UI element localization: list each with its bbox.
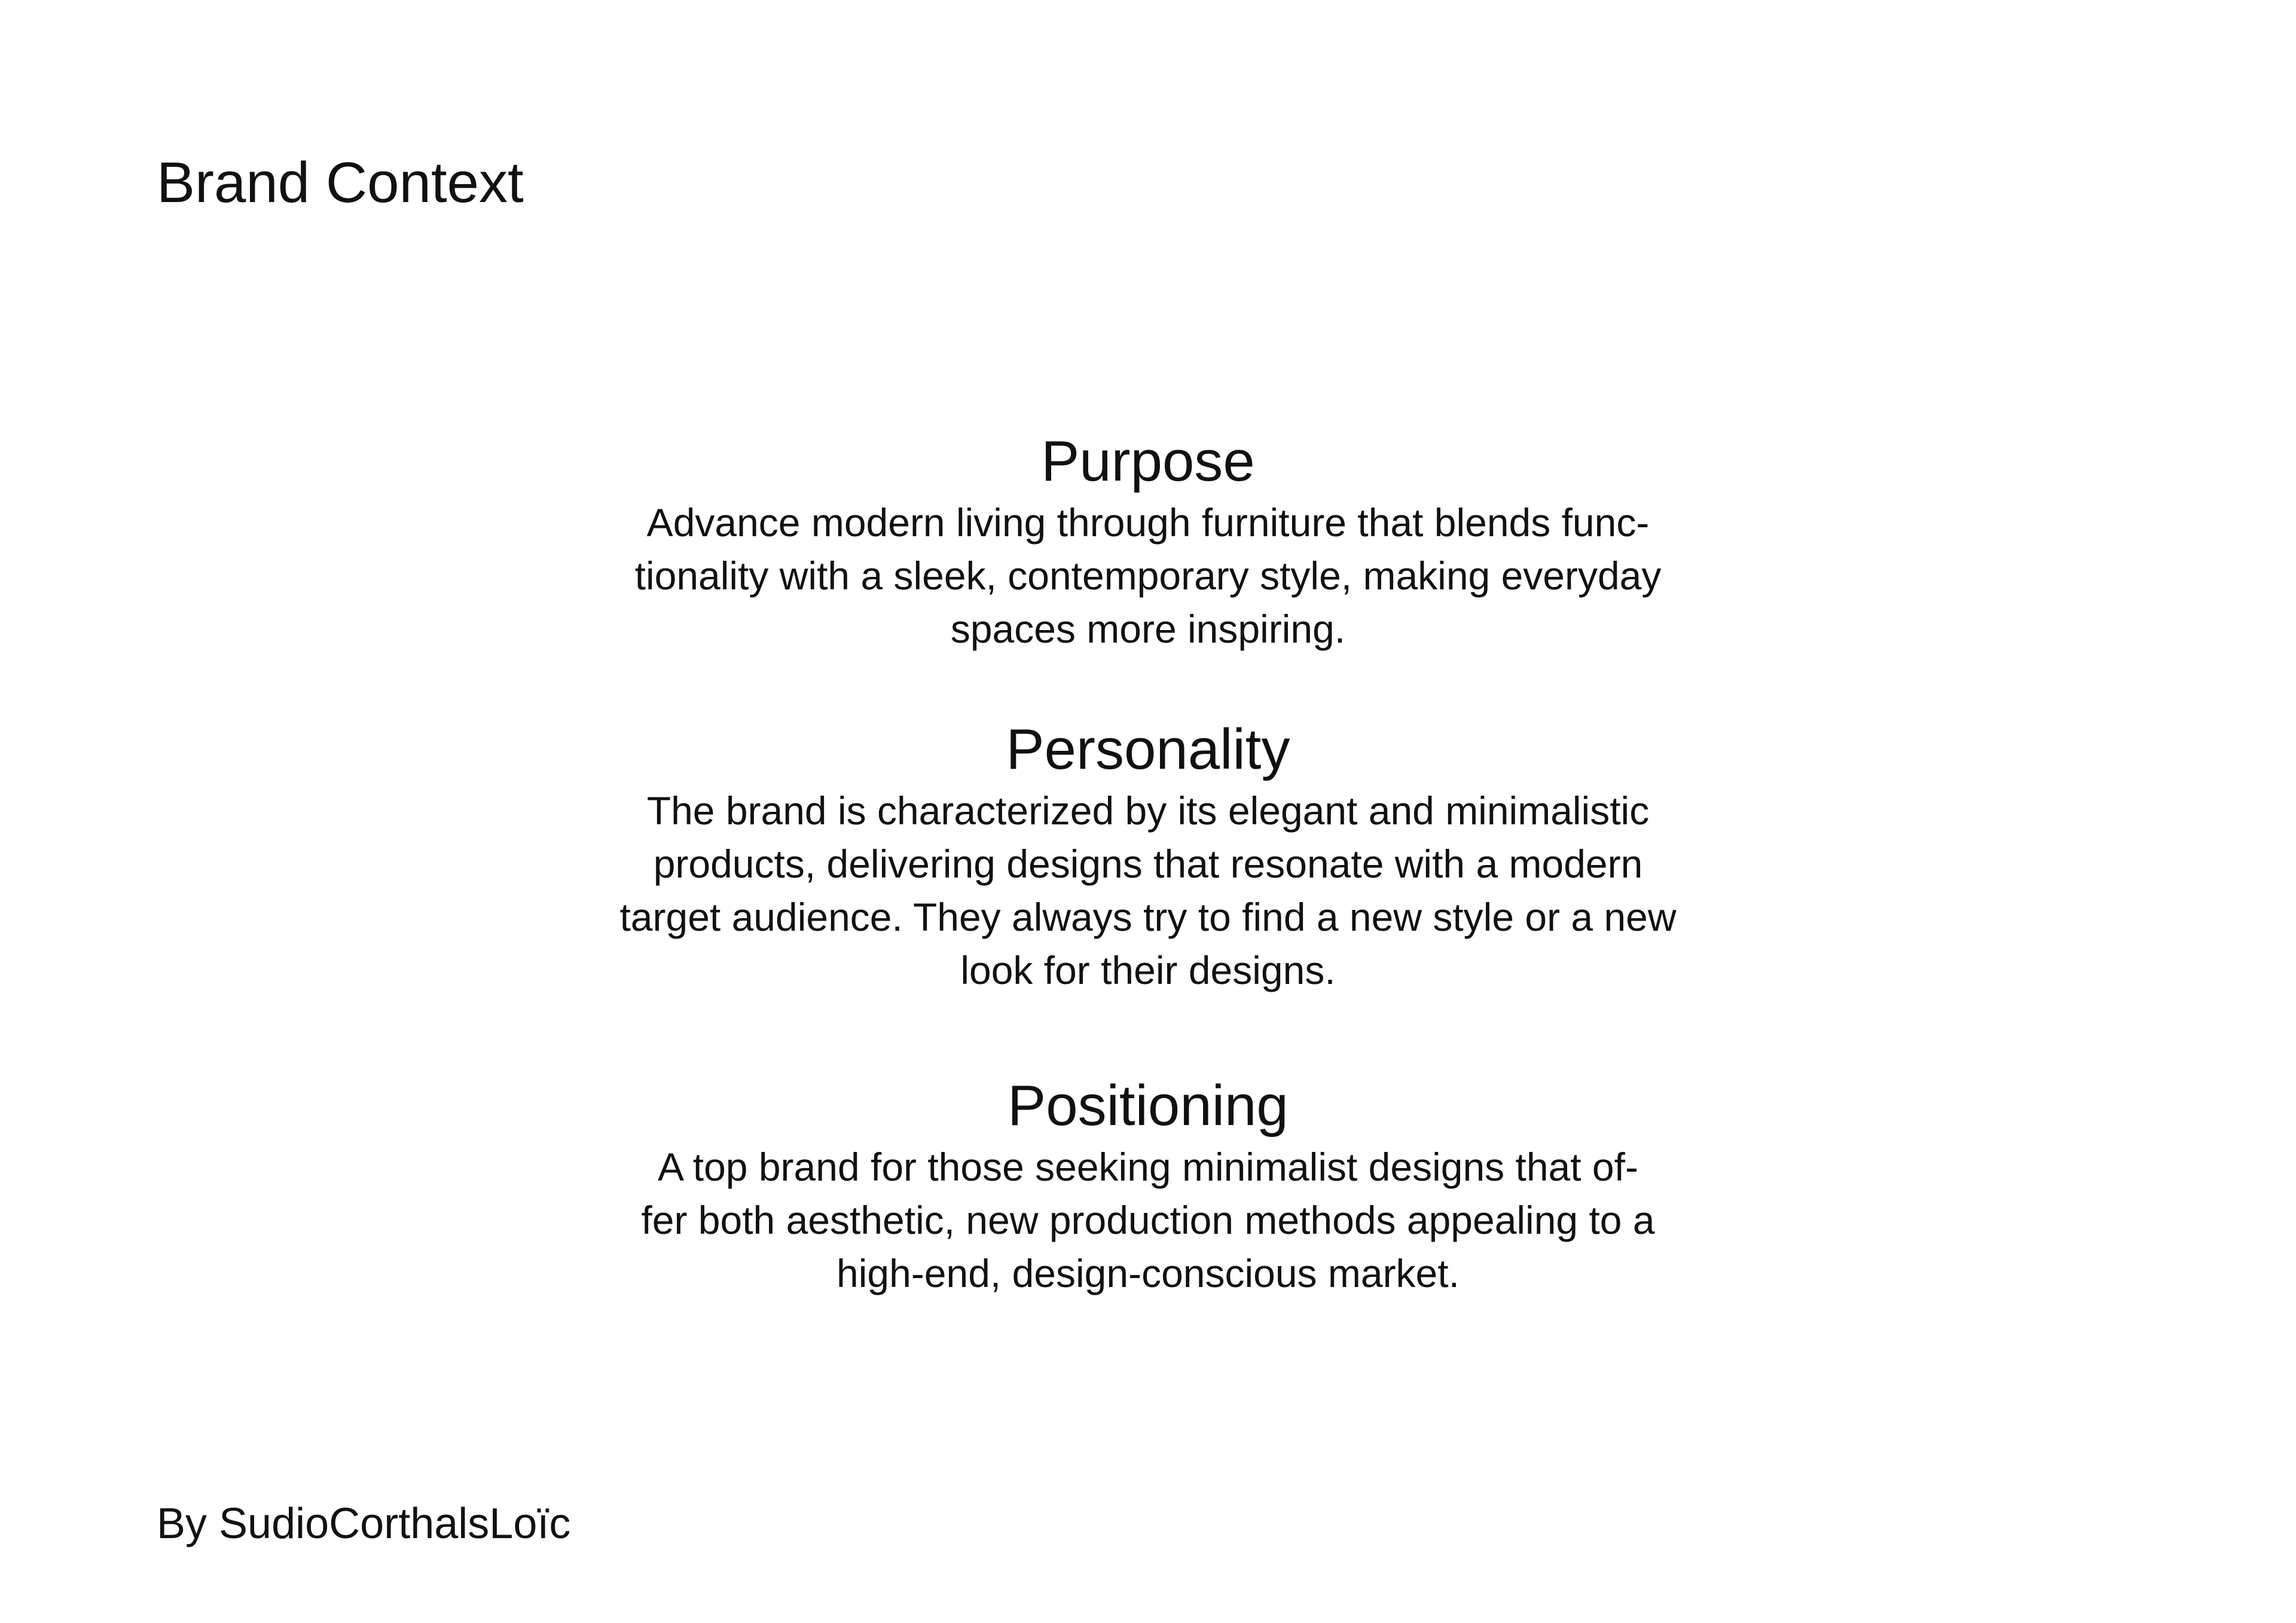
positioning-heading: Positioning — [1007, 1074, 1289, 1138]
personality-text — [550, 784, 1746, 997]
personality-text-line: products, delivering designs that resonate with a modern — [653, 842, 1643, 886]
personality-heading: Personality — [1006, 717, 1290, 781]
positioning-text — [550, 1141, 1746, 1300]
positioning-text-line: high-end, design-conscious market. — [836, 1251, 1460, 1295]
personality-text-line: target audience. They always try to find a new style or a new — [619, 895, 1677, 939]
personality-section — [550, 715, 1746, 997]
purpose-text-line: Advance modern living through furniture that blends func- — [646, 500, 1650, 545]
purpose-text-line: tionality with a sleek, contemporary style, making everyday — [634, 554, 1662, 598]
purpose-heading: Purpose — [1041, 429, 1255, 493]
positioning-text-line: A top brand for those seeking minimalist designs that of- — [658, 1145, 1638, 1189]
page-title: Brand Context — [157, 151, 524, 215]
personality-text-line: look for their designs. — [960, 948, 1336, 992]
footer-credit: By SudioCorthalsLoïc — [157, 1500, 571, 1548]
personality-text-line: The brand is characterized by its elegant and minimalistic — [646, 788, 1650, 833]
purpose-text — [550, 496, 1746, 656]
purpose-section — [550, 427, 1746, 656]
positioning-text-line: fer both aesthetic, new production methods appealing to a — [641, 1198, 1655, 1242]
purpose-text-line: spaces more inspiring. — [950, 607, 1346, 651]
positioning-section — [550, 1071, 1746, 1300]
